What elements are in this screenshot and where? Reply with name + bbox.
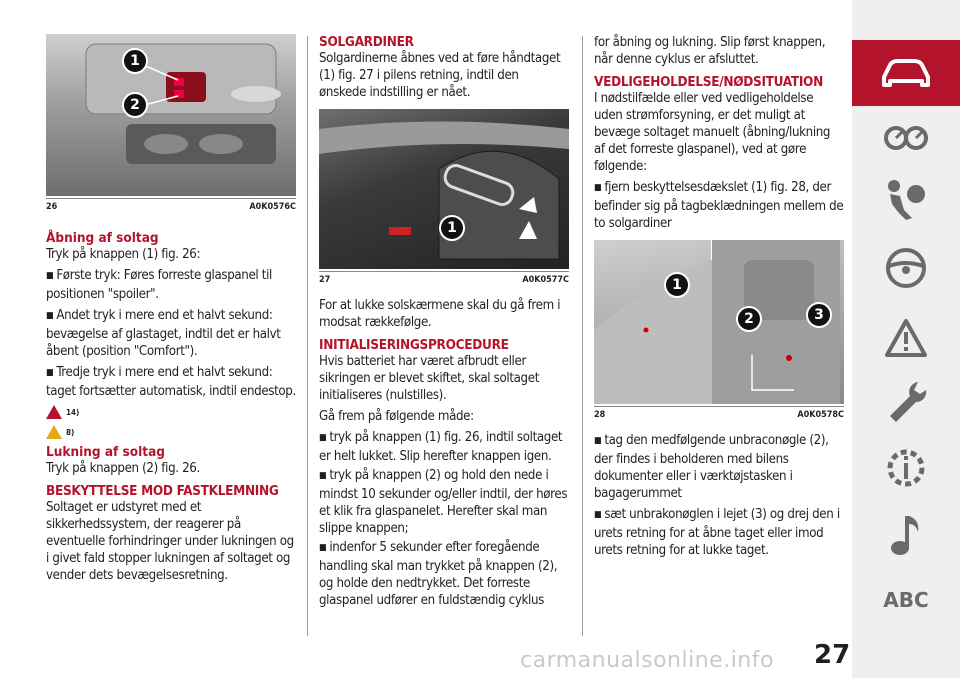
figure-28-callout-3: 3 [806,302,832,328]
figure-number: 26 [46,202,58,212]
init-bullet-3: ■ indenfor 5 sekunder efter foregående handling skal man trykket på knappen (2), og holde den nedtrykket. Det forreste glaspanel udfører en fuldstændig cyklus [319,539,569,609]
sidebar-item-emergency[interactable] [852,308,960,368]
blinds-text: Solgardinerne åbnes ved at føre håndtaget (1) fig. 27 i pilens retning, indtil den ønskede indstilling er nået. [319,51,561,100]
heading-initialisation: INITIALISERINGSPROCEDURE [319,337,509,353]
sidebar-item-instruments[interactable] [852,108,960,168]
figure-27-illustration [319,109,569,269]
sidebar-item-maintenance[interactable] [852,372,960,432]
sidebar-item-car[interactable] [852,40,960,106]
heading-open-sunroof: Åbning af soltag [46,230,159,246]
figure-27-caption [319,271,569,289]
figure-28-callout-2: 2 [736,306,762,332]
car-icon [878,57,934,89]
figure-code: A0K0577C [522,275,569,285]
figure-number: 27 [319,275,331,285]
caution-icon [46,425,62,439]
maint-bullet-2: ■ tag den medfølgende unbraconøgle (2), der findes i beholderen med bilens dokumenter eller i værktøjstasken i bagagerummet [594,432,844,502]
figure-code: A0K0578C [797,410,844,420]
music-icon [886,510,926,558]
page-number: 27 [814,640,851,670]
warning-icon [884,318,928,358]
chapter-sidebar [852,0,960,678]
column-right [594,34,844,559]
open-bullet-1: ■ Første tryk: Føres forreste glaspanel til positionen "spoiler". [46,267,296,303]
pinch-text: Soltaget er udstyret med et sikkerhedssystem, der reagerer på eventuelle forhindringer under lukningen og i givet fald stopper lukningen af soltaget og vender dets bevægelsesretning. [46,500,294,583]
abc-label: ABC [883,588,929,612]
figure-28 [594,240,844,404]
sidebar-item-safety[interactable] [852,170,960,230]
wrench-icon [884,378,928,426]
column-divider [582,36,583,636]
figure-26-illustration [46,34,296,196]
dashboard-icon [882,122,930,154]
figure-28-illustration [594,240,840,404]
figure-28-callout-1: 1 [664,272,690,298]
heading-close-sunroof: Lukning af soltag [46,444,165,460]
heading-sun-blinds: SOLGARDINER [319,34,414,50]
column-left [46,34,296,584]
maint-bullet-1: ■ fjern beskyttelsesdækslet (1) fig. 28, der befinder sig på tagbeklædningen mellem de to solgardiner [594,179,844,232]
warning-icon [46,405,62,419]
steering-wheel-icon [884,246,928,290]
close-text: Tryk på knappen (2) fig. 26. [46,461,200,476]
figure-26-callout-2: 2 [122,92,148,118]
init-steps-intro: Gå frem på følgende måde: [319,409,474,424]
sidebar-item-technical[interactable] [852,438,960,498]
warning-ref-1 [46,404,296,420]
caution-ref-label: 8) [66,427,75,437]
heading-pinch-protection: BESKYTTELSE MOD FASTKLEMNING [46,483,279,499]
init-text: Hvis batteriet har været afbrudt eller sikringen er blevet skiftet, skal soltaget initialiseres (nulstilles). [319,354,539,403]
watermark: carmanualsonline.info [520,648,774,673]
maint-text: I nødstilfælde eller ved vedligeholdelse uden strømforsyning, er det muligt at bevæge soltaget manuelt (åbning/lukning af det forreste glaspanel), ved at gøre følgende: [594,91,831,174]
open-intro: Tryk på knappen (1) fig. 26: [46,247,201,262]
gear-info-icon [882,444,930,492]
column-divider [307,36,308,636]
figure-26-callout-1: 1 [122,48,148,74]
maint-bullet-3: ■ sæt unbrakonøglen i lejet (3) og drej den i urets retning for at åbne taget eller imod urets retning for at lukke taget. [594,506,844,559]
warning-ref-label: 14) [66,407,80,417]
open-bullet-3: ■ Tredje tryk i mere end et halvt sekund: taget fortsætter automatisk, indtil endestop. [46,364,296,400]
open-bullet-2: ■ Andet tryk i mere end et halvt sekund: bevægelse af glastaget, indtil det er halvt åbent (position "Comfort"). [46,307,296,360]
figure-27 [319,109,569,269]
airbag-icon [882,178,930,222]
column-middle [319,34,569,609]
figure-28-caption [594,406,844,424]
warning-ref-2 [46,424,296,440]
sidebar-item-multimedia[interactable] [852,504,960,564]
heading-maintenance: VEDLIGEHOLDELSE/NØDSITUATION [594,74,823,90]
sidebar-item-driving[interactable] [852,238,960,298]
blinds-close-text: For at lukke solskærmene skal du gå frem i modsat rækkefølge. [319,298,561,330]
init-bullet-2: ■ tryk på knappen (2) og hold den nede i mindst 10 sekunder og/eller indtil, der høres et klik fra glaspanelet. Herefter skal man slippe knappen; [319,467,569,537]
figure-number: 28 [594,410,606,420]
sidebar-item-index[interactable] [852,570,960,630]
figure-27-callout-1: 1 [439,215,465,241]
figure-26 [46,34,296,196]
cont-text: for åbning og lukning. Slip først knappen, når denne cyklus er afsluttet. [594,35,826,67]
figure-26-caption [46,198,296,216]
init-bullet-1: ■ tryk på knappen (1) fig. 26, indtil soltaget er helt lukket. Slip herefter knappen igen. [319,429,569,465]
figure-code: A0K0576C [249,202,296,212]
